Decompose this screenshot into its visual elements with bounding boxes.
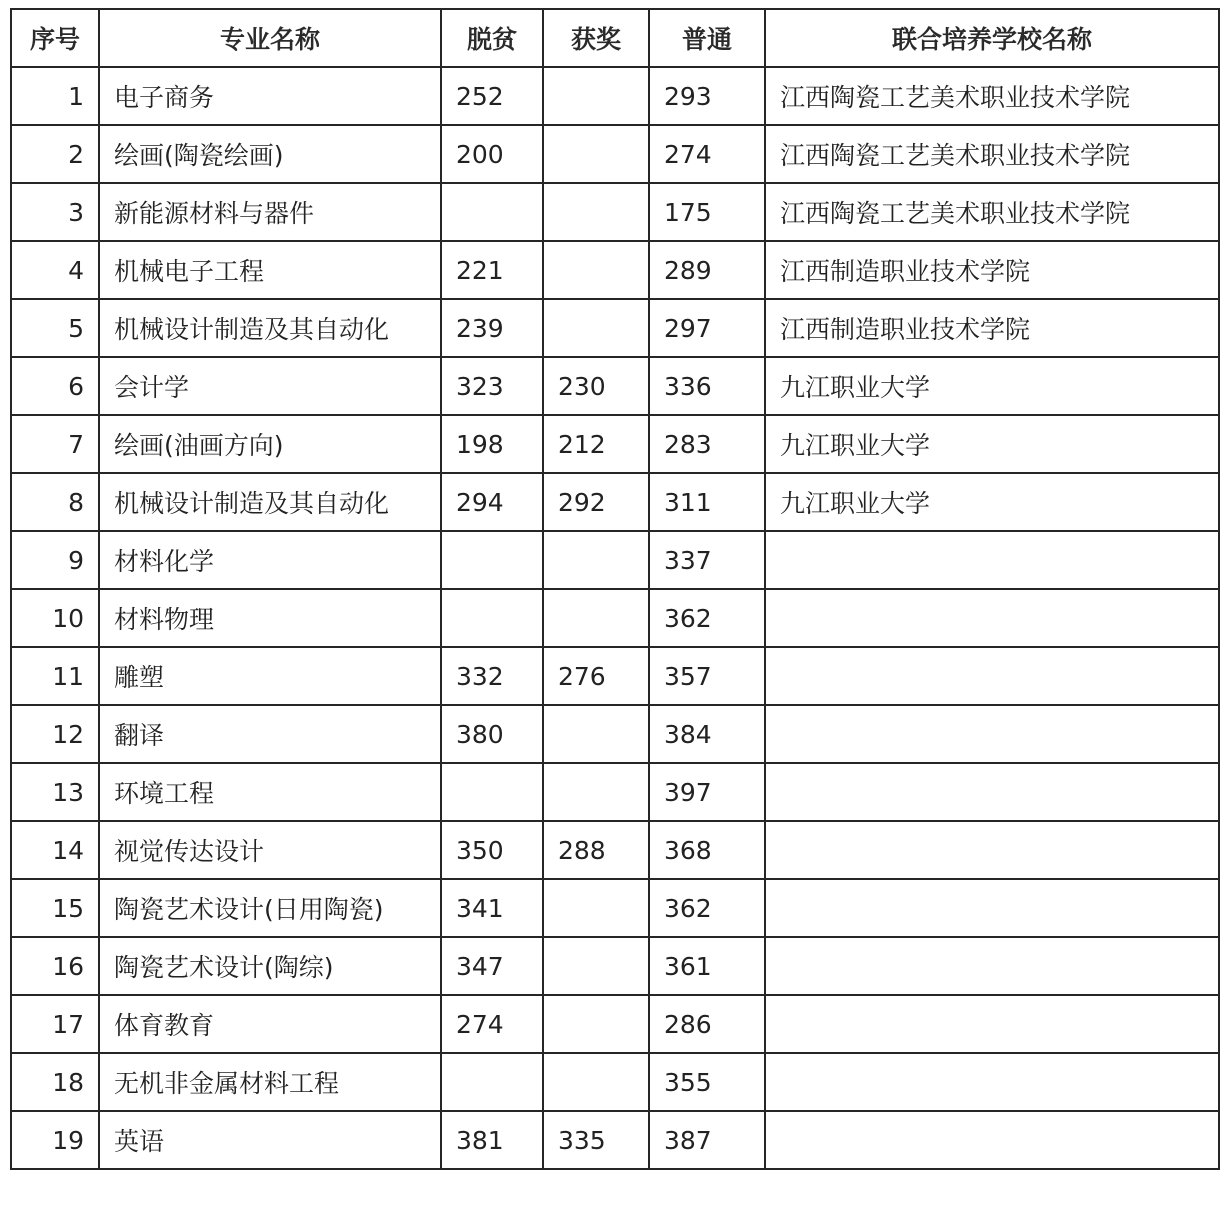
cell-tuopin: 350 xyxy=(441,821,543,879)
table-body xyxy=(11,67,1219,1169)
cell-tuopin: 198 xyxy=(441,415,543,473)
header-school: 联合培养学校名称 xyxy=(765,9,1219,67)
cell-huojiang: 276 xyxy=(543,647,649,705)
cell-index: 16 xyxy=(11,937,99,995)
cell-huojiang xyxy=(543,1053,649,1111)
table-row xyxy=(11,1111,1219,1169)
cell-huojiang xyxy=(543,995,649,1053)
cell-putong: 384 xyxy=(649,705,765,763)
table-row xyxy=(11,473,1219,531)
cell-major: 绘画(陶瓷绘画) xyxy=(99,125,441,183)
table-row xyxy=(11,821,1219,879)
cell-tuopin: 274 xyxy=(441,995,543,1053)
cell-putong: 336 xyxy=(649,357,765,415)
cell-index: 5 xyxy=(11,299,99,357)
cell-tuopin: 252 xyxy=(441,67,543,125)
cell-putong: 361 xyxy=(649,937,765,995)
cell-index: 3 xyxy=(11,183,99,241)
cell-major: 英语 xyxy=(99,1111,441,1169)
cell-tuopin xyxy=(441,1053,543,1111)
cell-index: 12 xyxy=(11,705,99,763)
table-row xyxy=(11,937,1219,995)
cell-school: 九江职业大学 xyxy=(765,357,1219,415)
cell-huojiang xyxy=(543,241,649,299)
cell-tuopin: 381 xyxy=(441,1111,543,1169)
cell-tuopin: 200 xyxy=(441,125,543,183)
cell-index: 17 xyxy=(11,995,99,1053)
header-index: 序号 xyxy=(11,9,99,67)
cell-major: 机械设计制造及其自动化 xyxy=(99,473,441,531)
cell-school: 江西制造职业技术学院 xyxy=(765,241,1219,299)
cell-school xyxy=(765,647,1219,705)
cell-school xyxy=(765,821,1219,879)
cell-school xyxy=(765,763,1219,821)
cell-putong: 311 xyxy=(649,473,765,531)
cell-huojiang xyxy=(543,937,649,995)
table-row xyxy=(11,589,1219,647)
cell-major: 视觉传达设计 xyxy=(99,821,441,879)
table-row xyxy=(11,763,1219,821)
cell-index: 11 xyxy=(11,647,99,705)
cell-putong: 289 xyxy=(649,241,765,299)
cell-school: 江西陶瓷工艺美术职业技术学院 xyxy=(765,183,1219,241)
cell-tuopin: 221 xyxy=(441,241,543,299)
header-major: 专业名称 xyxy=(99,9,441,67)
cell-major: 绘画(油画方向) xyxy=(99,415,441,473)
cell-tuopin: 323 xyxy=(441,357,543,415)
cell-huojiang xyxy=(543,67,649,125)
cell-school xyxy=(765,1053,1219,1111)
cell-huojiang: 335 xyxy=(543,1111,649,1169)
cell-putong: 357 xyxy=(649,647,765,705)
cell-major: 会计学 xyxy=(99,357,441,415)
cell-major: 环境工程 xyxy=(99,763,441,821)
cell-tuopin: 347 xyxy=(441,937,543,995)
cell-putong: 286 xyxy=(649,995,765,1053)
table-row xyxy=(11,241,1219,299)
cell-tuopin xyxy=(441,531,543,589)
cell-major: 材料物理 xyxy=(99,589,441,647)
cell-putong: 397 xyxy=(649,763,765,821)
cell-major: 陶瓷艺术设计(日用陶瓷) xyxy=(99,879,441,937)
cell-school: 江西制造职业技术学院 xyxy=(765,299,1219,357)
table-row xyxy=(11,531,1219,589)
cell-huojiang xyxy=(543,879,649,937)
cell-major: 体育教育 xyxy=(99,995,441,1053)
table-row xyxy=(11,415,1219,473)
cell-tuopin: 294 xyxy=(441,473,543,531)
cell-school xyxy=(765,705,1219,763)
cell-major: 机械设计制造及其自动化 xyxy=(99,299,441,357)
cell-school xyxy=(765,995,1219,1053)
cell-school: 九江职业大学 xyxy=(765,415,1219,473)
cell-school: 九江职业大学 xyxy=(765,473,1219,531)
table-row xyxy=(11,125,1219,183)
table-row xyxy=(11,299,1219,357)
cell-school xyxy=(765,879,1219,937)
cell-huojiang xyxy=(543,299,649,357)
table-row xyxy=(11,1053,1219,1111)
cell-major: 翻译 xyxy=(99,705,441,763)
cell-index: 19 xyxy=(11,1111,99,1169)
cell-school: 江西陶瓷工艺美术职业技术学院 xyxy=(765,125,1219,183)
cell-putong: 355 xyxy=(649,1053,765,1111)
cell-putong: 274 xyxy=(649,125,765,183)
table-row xyxy=(11,183,1219,241)
cell-index: 8 xyxy=(11,473,99,531)
cell-index: 18 xyxy=(11,1053,99,1111)
score-table-container xyxy=(10,8,1220,1170)
cell-huojiang xyxy=(543,125,649,183)
cell-major: 雕塑 xyxy=(99,647,441,705)
cell-putong: 297 xyxy=(649,299,765,357)
cell-index: 13 xyxy=(11,763,99,821)
cell-index: 10 xyxy=(11,589,99,647)
header-putong: 普通 xyxy=(649,9,765,67)
cell-putong: 293 xyxy=(649,67,765,125)
header-huojiang: 获奖 xyxy=(543,9,649,67)
table-header-row xyxy=(11,9,1219,67)
cell-tuopin xyxy=(441,763,543,821)
table-row xyxy=(11,357,1219,415)
cell-huojiang xyxy=(543,705,649,763)
cell-major: 材料化学 xyxy=(99,531,441,589)
cell-putong: 175 xyxy=(649,183,765,241)
cell-major: 陶瓷艺术设计(陶综) xyxy=(99,937,441,995)
cell-huojiang: 292 xyxy=(543,473,649,531)
cell-index: 9 xyxy=(11,531,99,589)
cell-index: 4 xyxy=(11,241,99,299)
score-table xyxy=(10,8,1220,1170)
cell-huojiang: 212 xyxy=(543,415,649,473)
cell-huojiang xyxy=(543,531,649,589)
cell-tuopin: 380 xyxy=(441,705,543,763)
cell-index: 1 xyxy=(11,67,99,125)
cell-huojiang: 230 xyxy=(543,357,649,415)
cell-index: 14 xyxy=(11,821,99,879)
cell-putong: 283 xyxy=(649,415,765,473)
table-row xyxy=(11,647,1219,705)
cell-major: 电子商务 xyxy=(99,67,441,125)
cell-putong: 387 xyxy=(649,1111,765,1169)
cell-tuopin: 341 xyxy=(441,879,543,937)
cell-index: 15 xyxy=(11,879,99,937)
cell-putong: 362 xyxy=(649,879,765,937)
cell-index: 7 xyxy=(11,415,99,473)
cell-tuopin xyxy=(441,183,543,241)
table-row xyxy=(11,705,1219,763)
cell-school xyxy=(765,531,1219,589)
cell-school: 江西陶瓷工艺美术职业技术学院 xyxy=(765,67,1219,125)
cell-tuopin: 239 xyxy=(441,299,543,357)
cell-school xyxy=(765,937,1219,995)
cell-putong: 337 xyxy=(649,531,765,589)
cell-putong: 362 xyxy=(649,589,765,647)
cell-putong: 368 xyxy=(649,821,765,879)
cell-huojiang: 288 xyxy=(543,821,649,879)
cell-index: 6 xyxy=(11,357,99,415)
cell-school xyxy=(765,589,1219,647)
table-row xyxy=(11,879,1219,937)
table-row xyxy=(11,67,1219,125)
cell-huojiang xyxy=(543,763,649,821)
header-tuopin: 脱贫 xyxy=(441,9,543,67)
table-row xyxy=(11,995,1219,1053)
cell-index: 2 xyxy=(11,125,99,183)
cell-huojiang xyxy=(543,589,649,647)
cell-tuopin xyxy=(441,589,543,647)
cell-major: 无机非金属材料工程 xyxy=(99,1053,441,1111)
cell-huojiang xyxy=(543,183,649,241)
cell-school xyxy=(765,1111,1219,1169)
cell-major: 新能源材料与器件 xyxy=(99,183,441,241)
cell-major: 机械电子工程 xyxy=(99,241,441,299)
cell-tuopin: 332 xyxy=(441,647,543,705)
